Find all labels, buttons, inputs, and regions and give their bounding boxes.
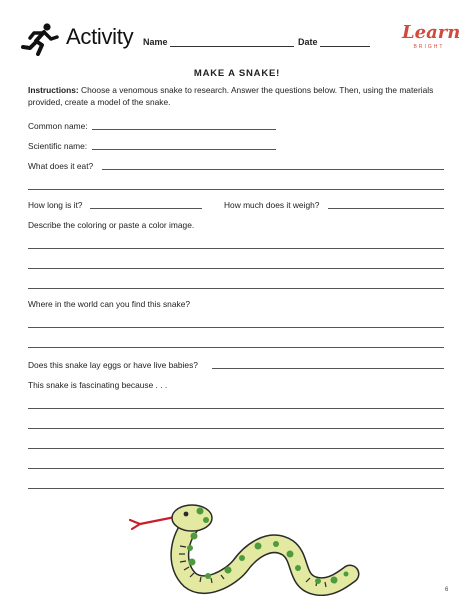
how-long-label: How long is it? [28, 200, 83, 210]
snake-illustration [120, 496, 360, 596]
fascinating-line-5[interactable] [28, 488, 444, 489]
what-eat-line-2[interactable] [28, 189, 444, 190]
how-long-line[interactable] [90, 208, 202, 209]
instructions [28, 84, 448, 108]
fascinating-line-1[interactable] [28, 408, 444, 409]
what-eat-line-1[interactable] [102, 169, 444, 170]
coloring-line-1[interactable] [28, 248, 444, 249]
activity-title: Activity [66, 24, 134, 49]
worksheet-header [18, 22, 461, 58]
eggs-or-babies-line[interactable] [212, 368, 444, 369]
scientific-name-line[interactable] [92, 149, 276, 150]
common-name-label: Common name: [28, 121, 88, 131]
fascinating-line-4[interactable] [28, 468, 444, 469]
worksheet-title: MAKE A SNAKE! [193, 68, 281, 79]
where-world-line-2[interactable] [28, 347, 444, 348]
running-person-icon [20, 22, 60, 56]
fascinating-label: This snake is fascinating because . . . [28, 380, 168, 390]
how-much-weigh-label: How much does it weigh? [224, 200, 320, 210]
instructions-prefix: Instructions: [28, 85, 79, 95]
where-world-line-1[interactable] [28, 327, 444, 328]
fascinating-line-2[interactable] [28, 428, 444, 429]
coloring-line-2[interactable] [28, 268, 444, 269]
name-label: Name [143, 37, 168, 47]
scientific-name-label: Scientific name: [28, 141, 88, 151]
eggs-or-babies-label: Does this snake lay eggs or have live babies? [28, 360, 198, 370]
learn-bright-logo [402, 22, 461, 56]
logo-subtitle: BRIGHT [413, 44, 445, 50]
where-world-label: Where in the world can you find this snake? [28, 299, 191, 309]
common-name-line[interactable] [92, 129, 276, 130]
coloring-line-3[interactable] [28, 288, 444, 289]
date-field-line[interactable] [320, 46, 370, 47]
fascinating-line-3[interactable] [28, 448, 444, 449]
logo-word: Learn [402, 22, 461, 43]
instructions-text: Choose a venomous snake to research. Answer the questions below. Then, using the materials provided, create a model of the snake. [28, 85, 434, 107]
how-much-weigh-line[interactable] [328, 208, 444, 209]
describe-coloring-label: Describe the coloring or paste a color image. [28, 220, 195, 230]
name-field-line[interactable] [170, 46, 294, 47]
page-number: 6 [445, 587, 449, 593]
date-label: Date [298, 37, 318, 47]
what-eat-label: What does it eat? [28, 161, 94, 171]
